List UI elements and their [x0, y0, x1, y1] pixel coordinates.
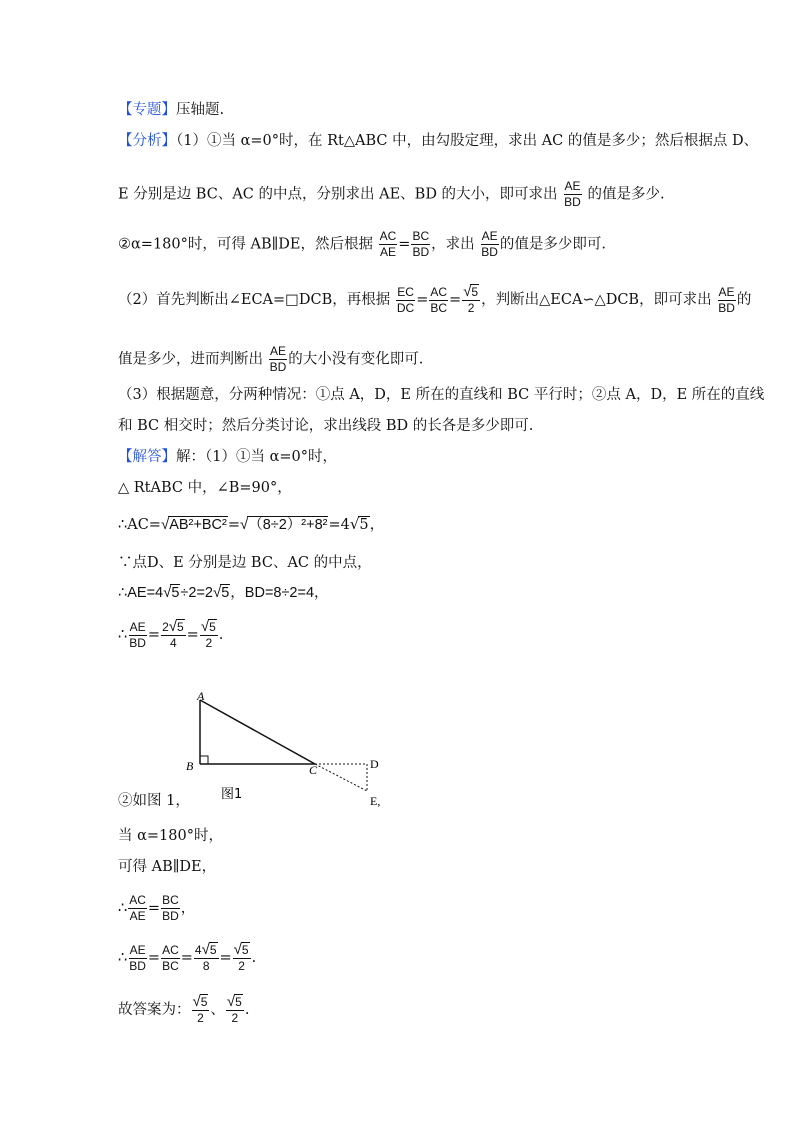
analysis-tag: 【分析】	[118, 133, 176, 149]
solution-line-6: ∴ $\frac{AE}{BD}$ = $\frac{2√5}{4}$ = $\frac{√5}{2}$ .	[118, 618, 224, 650]
figure-caption: 图1	[221, 787, 243, 802]
fraction-ac-bc: $\frac{AC}{BC}$	[430, 284, 448, 315]
label-b: B	[186, 759, 194, 773]
fraction-ae-bd: $\frac{AE}{BD}$	[564, 179, 581, 209]
analysis-text-1: （1）①当 α=0°时，在 Rt△ABC 中，由勾股定理，求出 AC 的值是多少；然后根据点 D、	[176, 133, 759, 149]
label-d: D	[370, 757, 379, 771]
figure-1	[180, 688, 410, 813]
solution-line-5: ∴AE=4√5÷2=2√5，BD=8÷2=4，	[118, 584, 329, 601]
analysis-text-4: （2）首先判断出∠ECA=□DCB，再根据	[118, 292, 391, 308]
solution-line-4: ∵点D、E 分别是边 BC、AC 的中点，	[118, 555, 372, 571]
topic-tag: 【专题】	[118, 102, 176, 118]
analysis-text-3: ②α=180°时，可得 AB∥DE，然后根据	[118, 236, 374, 253]
solution-line-2: △ RtABC 中，∠B=90°，	[118, 480, 292, 496]
topic-text: 压轴题.	[176, 102, 225, 118]
solution-line-11: ∴ $\frac{AE}{BD}$ = $\frac{AC}{BC}$ = $\frac{4√5}{8}$ = $\frac{√5}{2}$ .	[118, 941, 257, 973]
segment-ac	[200, 700, 315, 764]
label-c: C	[309, 763, 318, 777]
fraction-ac-ae: $\frac{AC}{AE}$	[379, 229, 397, 259]
analysis-text-5: 值是多少，进而判断出	[118, 351, 263, 368]
segment-ce	[315, 764, 367, 791]
analysis-line-7: 和 BC 相交时；然后分类讨论，求出线段 BD 的长各是多少即可.	[118, 418, 534, 434]
fraction-bc-bd: $\frac{BC}{BD}$	[412, 229, 430, 259]
solution-line-7: ②如图 1，	[118, 793, 190, 809]
solution-tag: 【解答】	[118, 449, 176, 465]
solution-line-8: 当 α=180°时，	[118, 828, 223, 844]
fraction-ec-dc: $\frac{EC}{DC}$	[396, 284, 415, 315]
fraction-ae-bd: $\frac{AE}{BD}$	[269, 344, 287, 374]
label-e: E,	[370, 794, 381, 808]
topic-line	[118, 100, 224, 120]
fraction-ae-bd: $\frac{AE}{BD}$	[481, 229, 498, 259]
answer-line: 故答案为： $\frac{√5}{2}$ 、 $\frac{√5}{2}$ .	[118, 993, 250, 1025]
right-angle-mark	[200, 756, 208, 764]
analysis-line-2	[118, 180, 665, 209]
analysis-line-1	[118, 131, 758, 151]
solution-line-10: ∴ $\frac{AC}{AE}$ = $\frac{BC}{BD}$ ，	[118, 893, 196, 923]
fraction-root5-2: $\frac{√5}{2}$	[463, 283, 479, 315]
analysis-line-6: （3）根据题意，分两种情况：①点 A，D，E 所在的直线和 BC 平行时；②点 A，D，E 所在的直线	[118, 387, 765, 403]
solution-line-1: 【解答】解：（1）①当 α=0°时，	[118, 449, 338, 465]
label-a: A	[197, 689, 205, 703]
solution-line-9: 可得 AB∥DE，	[118, 859, 217, 875]
analysis-line-5: 值是多少，进而判断出 $\frac{AE}{BD}$ 的大小没有变化即可.	[118, 344, 424, 374]
fraction-ae-bd: $\frac{AE}{BD}$	[718, 284, 735, 315]
analysis-line-4: （2）首先判断出∠ECA=□DCB，再根据 $\frac{EC}{DC}$ = $\frac{AC}{BC}$ = $\frac{√5}{2}$ ，判断出△ECA∽△DCB，即可求出 $\frac{AE}{BD}$ 的	[118, 283, 752, 315]
solution-line-3: ∴AC=√AB²+BC²=√（8÷2）²+8²=4√5，	[118, 515, 385, 533]
analysis-text-2b: 的值是多少.	[587, 186, 665, 203]
analysis-line-3: ②α=180°时，可得 AB∥DE，然后根据 $\frac{AC}{AE}$ = $\frac{BC}{BD}$ ，求出 $\frac{AE}{BD}$ 的值是多少即可.	[118, 229, 607, 259]
analysis-text-2: E 分别是边 BC、AC 的中点，分别求出 AE、BD 的大小，即可求出	[118, 186, 558, 203]
